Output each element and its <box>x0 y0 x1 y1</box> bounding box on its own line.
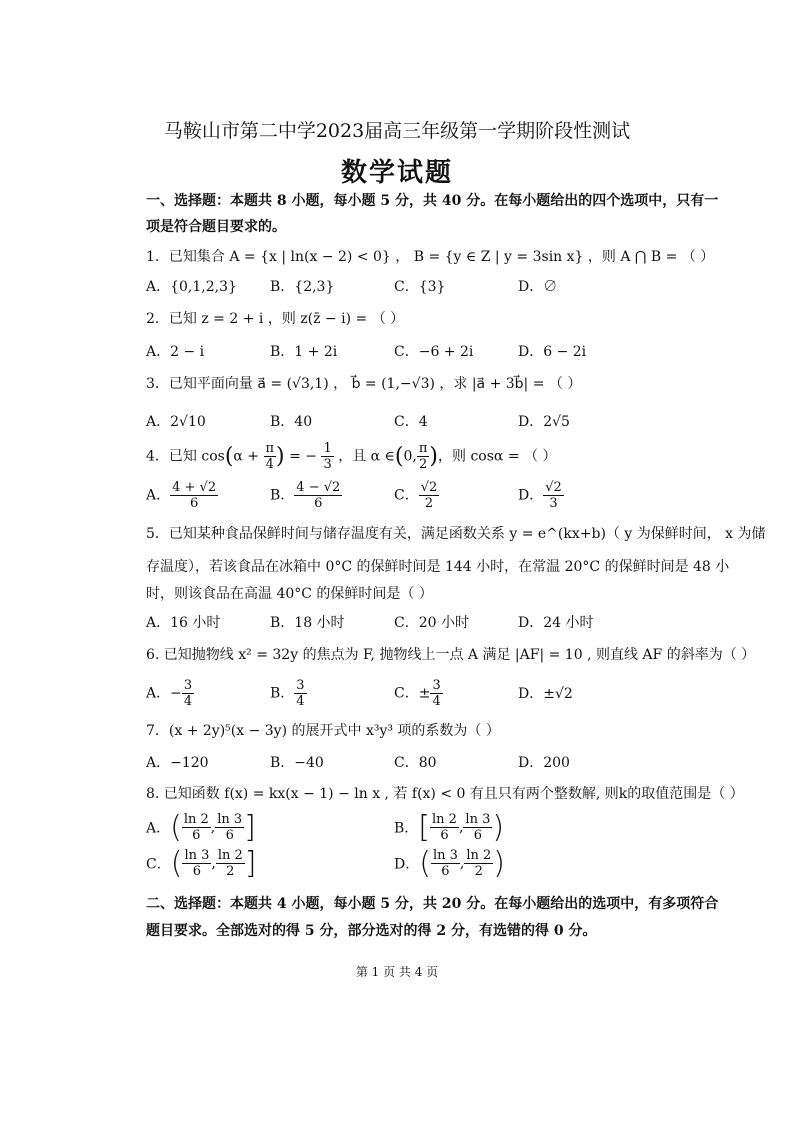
question-8-option-d: D．( $\frac{\ln 3}{6}$ , $\frac{\ln 2}{2}$ ) <box>394 845 505 881</box>
question-3-option-b: B．40 <box>270 414 313 430</box>
subject-title: 数学试题 <box>340 158 453 188</box>
question-8-option-b: B．[ $\frac{\ln 2}{6}$ , $\frac{\ln 3}{6}$ ) <box>394 809 505 845</box>
q4-post: ，则 cosα = （ ） <box>438 448 557 465</box>
question-6-option-b: B． $\frac{3}{4}$ <box>270 678 305 709</box>
question-7-stem: 7．(x + 2y)⁵(x − 3y) 的展开式中 x³y³ 项的系数为（ ） <box>146 723 500 739</box>
question-4-option-c: C． $\frac{√2}{2}$ <box>394 480 438 511</box>
question-1-option-b: B．{2,3} <box>270 279 335 295</box>
question-2-option-c: C．−6 + 2i <box>394 344 474 360</box>
question-6-option-c: C．± $\frac{3}{4}$ <box>394 678 441 709</box>
question-8-stem: 8. 已知函数 f(x) = kx(x − 1) − ln x , 若 f(x) < 0 有且只有两个整数解, 则k的取值范围是（ ） <box>146 786 744 802</box>
school-title: 马鞍山市第二中学2023届高三年级第一学期阶段性测试 <box>163 120 631 142</box>
question-4-option-a: A． $\frac{4 + √2}{6}$ <box>146 480 217 511</box>
question-7-option-a: A．−120 <box>146 755 209 771</box>
question-1-option-a: A．{0,1,2,3} <box>146 279 237 295</box>
q4-one-third: $\frac{1}{3}$ <box>323 441 332 472</box>
section1-line2: 项是符合题目要求的。 <box>146 219 286 235</box>
section2-line2: 题目要求。全部选对的得 5 分，部分选对的得 2 分，有选错的得 0 分。 <box>146 923 597 939</box>
question-6-stem: 6. 已知抛物线 x² = 32y 的焦点为 F, 抛物线上一点 A 满足 |AF| = 10 , 则直线 AF 的斜率为（ ） <box>146 647 756 663</box>
q4-equals-minus: = − <box>289 448 318 465</box>
question-1-option-d: D．∅ <box>518 279 558 295</box>
question-8-option-c: C．( $\frac{\ln 3}{6}$ , $\frac{\ln 2}{2}$ ] <box>146 845 257 881</box>
question-4-option-d: D． $\frac{√2}{3}$ <box>518 480 562 511</box>
question-7-option-c: C．80 <box>394 755 437 771</box>
question-6-option-a: A．− $\frac{3}{4}$ <box>146 678 193 709</box>
question-5-option-c: C．20 小时 <box>394 615 469 631</box>
question-2-option-a: A．2 − i <box>146 344 205 360</box>
question-3-stem: 3．已知平面向量 a⃗ = (√3,1) ， b⃗ = (1,−√3) ，求 |a⃗ + 3b⃗| = （ ） <box>146 376 582 392</box>
question-6-option-d: D．±√2 <box>518 686 573 702</box>
question-5-option-b: B．18 小时 <box>270 615 345 631</box>
q4-alpha-in: ，且 α ∈ <box>338 448 395 465</box>
section2-line1: 二、选择题：本题共 4 小题，每小题 5 分，共 20 分。在每小题给出的选项中，有多项符合 <box>146 896 719 912</box>
question-4-stem: 4．已知 cos(α + $\frac{\pi}{4}$ ) = − $\frac{1}{3}$ ，且 α ∈(0, $\frac{\pi}{2}$ )，则 cosα = （ ） <box>146 441 557 472</box>
page-footer: 第 1 页 共 4 页 <box>355 965 439 979</box>
question-2-option-d: D．6 − 2i <box>518 344 587 360</box>
question-5-option-a: A．16 小时 <box>146 615 221 631</box>
question-2-option-b: B．1 + 2i <box>270 344 338 360</box>
q4-alpha-plus: α + <box>233 448 260 465</box>
question-5-line3: 时，则该食品在高温 40°C 的保鲜时间是（ ） <box>146 586 433 602</box>
q4-pi-over-2: $\frac{\pi}{2}$ <box>418 441 428 472</box>
question-3-option-c: C．4 <box>394 414 428 430</box>
question-2-stem: 2．已知 z = 2 + i ，则 z(z̄ − i) = （ ） <box>146 311 405 327</box>
question-7-option-b: B．−40 <box>270 755 324 771</box>
question-5-line1: 5．已知某种食品保鲜时间与储存温度有关，满足函数关系 y = e^(kx+b)（ y 为保鲜时间， x 为储 <box>146 526 766 542</box>
question-5-option-d: D．24 小时 <box>518 615 594 631</box>
question-3-option-d: D．2√5 <box>518 414 570 430</box>
q4-pre: 4．已知 cos <box>146 448 225 465</box>
question-1-option-c: C．{3} <box>394 279 446 295</box>
question-7-option-d: D．200 <box>518 755 570 771</box>
question-3-option-a: A．2√10 <box>146 414 206 430</box>
q4-pi-over-4: $\frac{\pi}{4}$ <box>265 441 275 472</box>
question-5-line2: 存温度），若该食品在冰箱中 0°C 的保鲜时间是 144 小时，在常温 20°C 的保鲜时间是 48 小 <box>146 559 730 575</box>
question-8-option-a: A．( $\frac{\ln 2}{6}$ , $\frac{\ln 3}{6}$ ] <box>146 809 256 845</box>
question-1-stem: 1．已知集合 A = {x | ln(x − 2) < 0} ， B = {y ∈ Z | y = 3sin x} ，则 A ⋂ B = （ ） <box>146 249 715 265</box>
section1-line1: 一、选择题：本题共 8 小题，每小题 5 分，共 40 分。在每小题给出的四个选项中，只有一 <box>146 193 719 209</box>
question-4-option-b: B． $\frac{4 - √2}{6}$ <box>270 480 341 511</box>
